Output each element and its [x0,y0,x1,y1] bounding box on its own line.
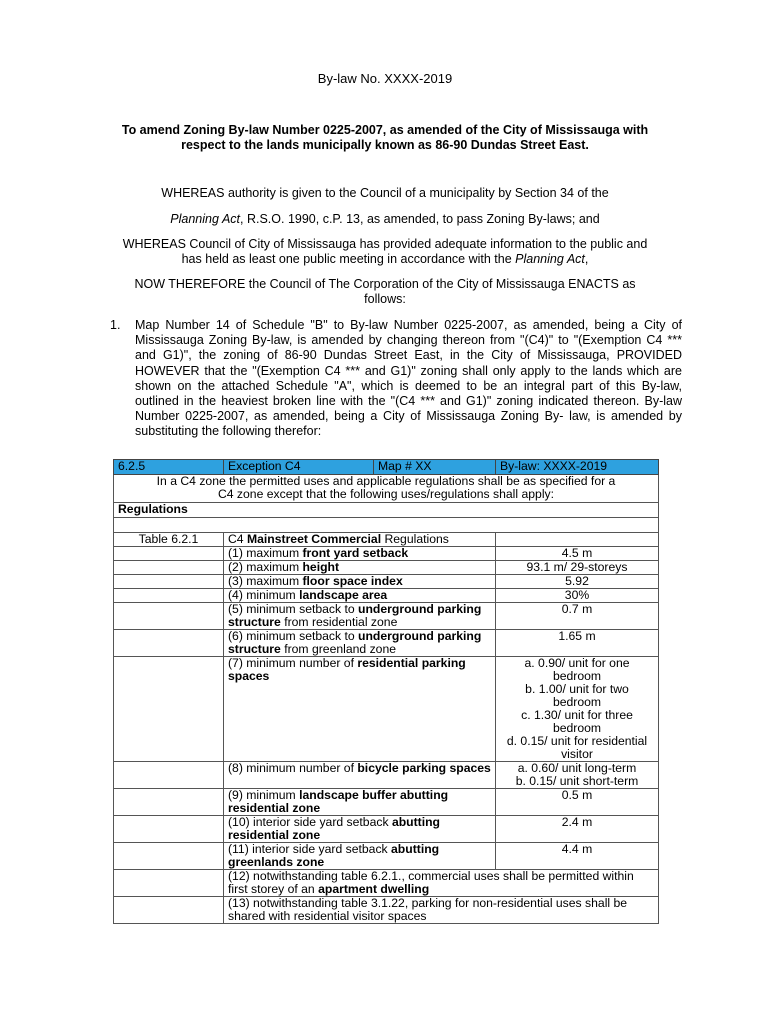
row-13-text: (13) notwithstanding table 3.1.22, parking for non-residential uses shall be shared with residential visitor spaces [224,897,659,924]
row-12-pre: (12) notwithstanding table 6.2.1., commercial uses shall be permitted within first storey of an [228,869,634,896]
blank-row [114,518,659,533]
regulation-pre: (1) maximum [228,546,303,560]
row-12-empty [114,870,224,897]
regulation-term: underground parking structure [228,602,482,629]
exception-table [113,459,659,924]
regulation-value: 30% [496,589,659,603]
whereas-council-end: , [584,252,589,266]
regulation-term: front yard setback [302,546,409,560]
whereas-council-line-2 [60,252,710,267]
regulation-term: abutting residential zone [228,815,440,842]
section-title-bold: Mainstreet Commercial [246,532,382,546]
regulation-rows [114,547,659,870]
planning-act-rest: , R.S.O. 1990, c.P. 13, as amended, to pass Zoning By-laws; and [240,212,600,226]
regulation-term: residential parking spaces [228,656,466,683]
regulation-term: landscape area [299,588,388,602]
row-empty-cell [114,816,224,843]
regulation-value: 0.7 m [496,603,659,630]
intro-cell [114,475,659,503]
table-row [114,630,659,657]
row-12-text [224,870,659,897]
planning-act-line [60,212,710,227]
blank-cell [114,518,659,533]
table-row [114,762,659,789]
whereas-council-text: has held as least one public meeting in accordance with the [181,252,516,266]
whereas-council-line-1: WHEREAS Council of City of Mississauga has provided adequate information to the public and [122,237,648,251]
regulation-pre: (2) maximum [228,560,303,574]
regulation-description [224,547,496,561]
table-row-12 [114,870,659,897]
section-title-value [496,533,659,547]
intro-line-2: C4 zone except that the following uses/regulations shall apply: [217,487,555,501]
regulations-label: Regulations [114,503,659,518]
regulation-description [224,843,496,870]
title-line-2: respect to the lands municipally known as 86-90 Dundas Street East. [181,138,589,152]
regulation-pre: (9) minimum [228,788,300,802]
header-exception: Exception C4 [224,460,374,475]
table-row [114,816,659,843]
row-13-empty [114,897,224,924]
table-row [114,547,659,561]
intro-line-1: In a C4 zone the permitted uses and applicable regulations shall be as specified for a [156,474,616,488]
section-title-cell [224,533,496,547]
item-number: 1. [110,318,121,332]
whereas-council-italic: Planning Act [515,252,585,266]
whereas-council [60,237,710,267]
regulations-row [114,503,659,518]
section-title-plain: C4 [228,532,247,546]
row-empty-cell [114,575,224,589]
regulation-description [224,762,496,789]
section-title-end: Regulations [381,532,449,546]
regulation-value: 4.4 m [496,843,659,870]
regulation-description [224,603,496,630]
section-title-row [114,533,659,547]
regulation-description [224,789,496,816]
regulation-pre: (6) minimum setback to [228,629,359,643]
table-row [114,657,659,762]
row-12-bold: apartment dwelling [318,882,430,896]
regulation-pre: (5) minimum setback to [228,602,359,616]
table-row [114,561,659,575]
regulation-value: a. 0.60/ unit long-term b. 0.15/ unit short-term [496,762,659,789]
header-bylaw: By-law: XXXX-2019 [496,460,659,475]
regulation-post: from greenland zone [280,642,397,656]
document-title [60,123,710,153]
row-empty-cell [114,789,224,816]
table-row [114,789,659,816]
table-intro-row [114,475,659,503]
title-line-1: To amend Zoning By-law Number 0225-2007, as amended of the City of Mississauga with [121,123,649,137]
regulation-description [224,575,496,589]
regulation-pre: (8) minimum number of [228,761,358,775]
regulation-term: bicycle parking spaces [357,761,491,775]
regulation-term: floor space index [302,574,403,588]
row-empty-cell [114,843,224,870]
table-row [114,843,659,870]
regulation-post: from residential zone [280,615,398,629]
regulation-value: 93.1 m/ 29-storeys [496,561,659,575]
table-header-row [114,460,659,475]
now-therefore-line-1: NOW THEREFORE the Council of The Corporation of the City of Mississauga ENACTS as [134,277,636,291]
regulation-description [224,657,496,762]
bylaw-number: By-law No. XXXX-2019 [317,71,453,86]
regulation-description [224,561,496,575]
regulation-value: 4.5 m [496,547,659,561]
regulation-description [224,816,496,843]
planning-act-italic: Planning Act [170,212,241,226]
regulation-description [224,589,496,603]
header-section: 6.2.5 [114,460,224,475]
regulation-value: 2.4 m [496,816,659,843]
regulation-value: 5.92 [496,575,659,589]
regulation-pre: (7) minimum number of [228,656,358,670]
row-empty-cell [114,547,224,561]
regulation-value: a. 0.90/ unit for one bedroom b. 1.00/ unit for two bedroom c. 1.30/ unit for three bedroom d. 0.15/ unit for residential visitor [496,657,659,762]
table-ref-cell: Table 6.2.1 [114,533,224,547]
row-empty-cell [114,762,224,789]
regulation-pre: (4) minimum [228,588,300,602]
row-empty-cell [114,561,224,575]
table-row [114,589,659,603]
row-empty-cell [114,657,224,762]
whereas-authority: WHEREAS authority is given to the Council of a municipality by Section 34 of the [161,186,609,200]
row-empty-cell [114,589,224,603]
table-row [114,575,659,589]
now-therefore [60,277,710,307]
table-row [114,603,659,630]
row-empty-cell [114,630,224,657]
item-text: Map Number 14 of Schedule "B" to By-law Number 0225-2007, as amended, being a City of Mississauga Zoning By-law, is amended by changing thereon from "(C4)" to "(Exemption C4 *** and G1)", the zoning of 86-90 Dundas Street East, in the City of Mississauga, PROVIDED HOWEVER that the "(Exemption C4 *** and G1)" zoning shall only apply to the lands which are shown on the attached Schedule "A", which is deemed to be an integral part of this By-law, outlined in the heaviest broken line with the "(C4 *** and G1)" zoning indicated thereon. By-law Number 0225-2007, as amended, being a City of Mississauga Zoning By- law, is amended by substituting the following therefor: [135,318,682,439]
row-empty-cell [114,603,224,630]
regulation-pre: (10) interior side yard setback [228,815,392,829]
header-map: Map # XX [374,460,496,475]
regulation-term: abutting greenlands zone [228,842,440,869]
regulation-term: landscape buffer abutting residential zone [228,788,449,815]
regulation-term: underground parking structure [228,629,482,656]
regulation-value: 0.5 m [496,789,659,816]
regulation-description [224,630,496,657]
table-row-13 [114,897,659,924]
regulation-pre: (11) interior side yard setback [228,842,392,856]
regulation-pre: (3) maximum [228,574,303,588]
regulation-term: height [302,560,340,574]
regulation-value: 1.65 m [496,630,659,657]
now-therefore-line-2: follows: [364,292,406,306]
